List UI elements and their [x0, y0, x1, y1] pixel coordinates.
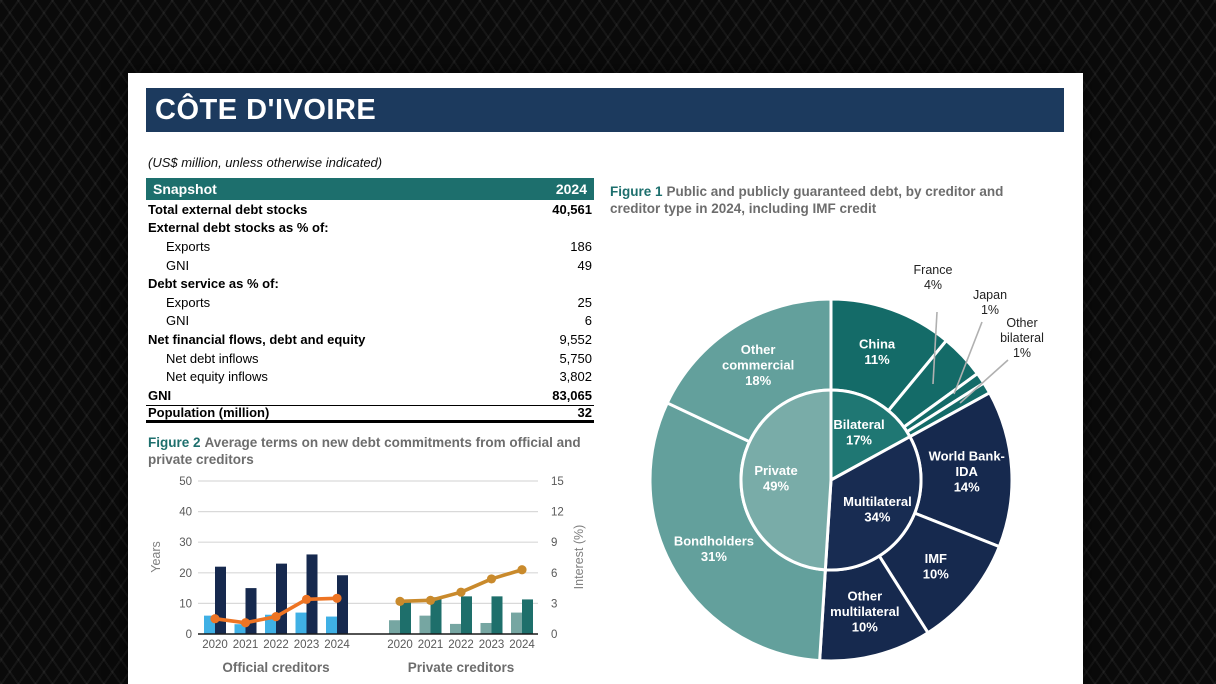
- row-value: 25: [577, 294, 592, 310]
- row-label: Net debt inflows: [166, 350, 259, 366]
- figure1-caption: [610, 183, 1040, 217]
- bar-dark-2022: [276, 564, 287, 634]
- row-label: Total external debt stocks: [148, 201, 308, 217]
- snapshot-header-label: Snapshot: [153, 181, 217, 197]
- right-axis-tick: 12: [551, 506, 564, 519]
- bar-dark-2023: [307, 554, 318, 634]
- table-row: [146, 367, 594, 386]
- table-row: [146, 312, 594, 331]
- table-row: [146, 219, 594, 238]
- table-row: [146, 386, 594, 405]
- bar-dark-2020: [215, 567, 226, 634]
- x-axis-year-label: 2020: [202, 639, 228, 651]
- bar-light-2024: [511, 613, 522, 634]
- x-axis-year-label: 2021: [417, 639, 444, 651]
- bar-light-2024: [326, 617, 337, 634]
- figure2-caption: [148, 434, 588, 468]
- row-label: Debt service as % of:: [148, 276, 279, 292]
- row-label: GNI: [166, 257, 190, 273]
- snapshot-table: [146, 178, 594, 423]
- row-value: 32: [577, 405, 592, 421]
- row-label: External debt stocks as % of:: [148, 220, 329, 236]
- pie-label-japan: Japan 1%: [972, 288, 1008, 317]
- bar-dark-2020: [400, 602, 411, 634]
- table-row: [146, 200, 594, 219]
- figure2-number: Figure 2: [148, 435, 201, 450]
- interest-line-marker: [210, 614, 219, 623]
- figure2-caption-text: Average terms on new debt commitments from official and private creditors: [148, 435, 581, 467]
- pie-label-private: Private 49%: [754, 462, 798, 494]
- interest-line-marker: [456, 588, 465, 597]
- row-label: GNI: [166, 313, 190, 329]
- row-label: Exports: [166, 294, 211, 310]
- pie-label-other-bilateral: Other bilateral 1%: [1000, 316, 1044, 360]
- right-axis-tick: 0: [551, 629, 558, 641]
- interest-line-marker: [487, 574, 496, 583]
- table-row: [146, 293, 594, 312]
- right-axis-tick: 9: [551, 537, 558, 550]
- interest-line-marker: [241, 618, 250, 627]
- snapshot-table-body: [146, 200, 594, 423]
- row-label: Population (million): [148, 405, 270, 421]
- row-value: 9,552: [559, 331, 592, 347]
- table-row: [146, 237, 594, 256]
- snapshot-table-header: [146, 178, 594, 200]
- row-value: 49: [577, 257, 592, 273]
- left-axis-tick: 10: [179, 598, 192, 611]
- left-axis-tick: 30: [179, 537, 192, 550]
- x-axis-year-label: 2021: [232, 639, 259, 651]
- figure2-bar-chart: [146, 465, 596, 683]
- row-label: GNI: [148, 387, 172, 403]
- left-axis-tick: 20: [179, 567, 192, 580]
- row-value: 40,561: [552, 201, 592, 217]
- pie-label-imf: IMF 10%: [922, 551, 949, 582]
- row-label: Net equity inflows: [166, 369, 268, 385]
- row-value: 186: [570, 238, 592, 254]
- bar-light-2022: [450, 624, 461, 634]
- row-value: 6: [584, 313, 592, 329]
- x-axis-year-label: 2022: [263, 639, 289, 651]
- left-axis-tick: 40: [179, 506, 192, 519]
- figure1-sunburst-chart: [608, 238, 1078, 684]
- bar-dark-2021: [246, 588, 257, 634]
- interest-line-marker: [395, 597, 404, 606]
- pie-label-france: France 4%: [913, 263, 953, 292]
- pie-label-bondholders: Bondholders 31%: [673, 533, 755, 565]
- bar-light-2020: [389, 620, 400, 634]
- row-label: Net financial flows, debt and equity: [148, 331, 366, 347]
- interest-line-marker: [426, 596, 435, 605]
- units-note: (US$ million, unless otherwise indicated): [148, 155, 383, 170]
- report-page: [128, 73, 1083, 684]
- bar-dark-2023: [492, 596, 503, 634]
- x-axis-year-label: 2020: [387, 639, 413, 651]
- bar-light-2023: [481, 623, 492, 634]
- left-axis-title: Years: [149, 541, 163, 573]
- right-axis-tick: 6: [551, 567, 558, 580]
- bar-light-2021: [420, 616, 431, 634]
- bar-dark-2024: [337, 575, 348, 634]
- snapshot-header-year: 2024: [555, 181, 587, 197]
- x-axis-year-label: 2022: [448, 639, 474, 651]
- pie-label-world-bank-ida: World Bank-IDA 14%: [928, 448, 1005, 495]
- x-axis-year-label: 2023: [293, 639, 320, 651]
- row-value: 83,065: [552, 387, 592, 403]
- interest-line-marker: [332, 594, 341, 603]
- left-axis-tick: 0: [185, 629, 192, 641]
- right-axis-tick: 15: [551, 476, 564, 488]
- x-axis-year-label: 2024: [324, 639, 350, 651]
- group-label: Private creditors: [407, 660, 515, 675]
- x-axis-year-label: 2023: [478, 639, 505, 651]
- bar-dark-2022: [461, 596, 472, 634]
- table-row: [146, 405, 594, 424]
- pie-label-other-commercial: Other commercial 18%: [721, 342, 795, 389]
- pie-label-china: China 11%: [859, 336, 896, 368]
- bar-light-2023: [296, 613, 307, 634]
- left-axis-tick: 50: [179, 476, 192, 488]
- interest-line-marker: [517, 565, 526, 574]
- right-axis-title: Interest (%): [572, 524, 586, 590]
- figure1-caption-text: Public and publicly guaranteed debt, by creditor and creditor type in 2024, including IMF credit: [610, 184, 1004, 216]
- group-label: Official creditors: [222, 660, 330, 675]
- row-value: 5,750: [559, 350, 592, 366]
- x-axis-year-label: 2024: [509, 639, 535, 651]
- row-label: Exports: [166, 238, 211, 254]
- bar-dark-2024: [522, 599, 533, 634]
- table-row: [146, 330, 594, 349]
- table-row: [146, 256, 594, 275]
- pie-label-other-multilateral: Other multilateral 10%: [830, 588, 900, 635]
- figure1-number: Figure 1: [610, 184, 663, 199]
- pie-label-bilateral: Bilateral 17%: [833, 417, 885, 448]
- table-row: [146, 274, 594, 293]
- interest-line-marker: [302, 595, 311, 604]
- pie-label-multilateral: Multilateral 34%: [843, 493, 912, 525]
- interest-line-marker: [271, 612, 280, 621]
- row-value: 3,802: [559, 369, 592, 385]
- table-row: [146, 349, 594, 368]
- right-axis-tick: 3: [551, 598, 558, 611]
- page-title: CÔTE D'IVOIRE: [146, 88, 1064, 132]
